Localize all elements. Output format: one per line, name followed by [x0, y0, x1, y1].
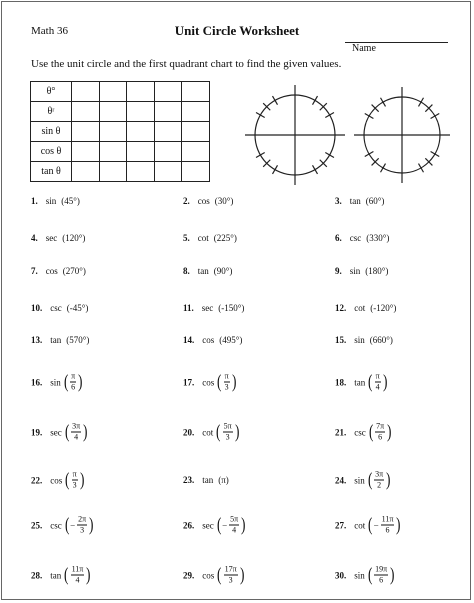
problem-item — [183, 196, 233, 206]
course-label: Math 36 — [31, 25, 68, 37]
angle-argument: (180°) — [365, 266, 389, 276]
trig-function: sin — [354, 475, 365, 485]
problem-number: 29. — [183, 570, 195, 580]
left-paren: ( — [367, 469, 373, 491]
chart-blank-cell[interactable] — [154, 102, 182, 122]
fraction-denominator: 3 — [224, 382, 229, 392]
trig-function: tan — [349, 196, 361, 206]
right-paren: ) — [239, 564, 245, 586]
problem-number: 25. — [31, 520, 43, 530]
left-paren: ( — [216, 421, 221, 443]
trig-function: cos — [202, 335, 215, 345]
left-paren: ( — [64, 564, 69, 586]
problem-number: 10. — [31, 303, 43, 313]
trig-function: sec — [202, 520, 214, 530]
problem-item — [31, 266, 86, 276]
right-paren: ) — [86, 564, 91, 586]
problem-number: 1. — [31, 196, 38, 206]
angle-argument: (45°) — [61, 196, 80, 206]
problem-item — [31, 233, 85, 243]
angle-fraction — [224, 566, 238, 585]
chart-blank-cell[interactable] — [182, 82, 210, 102]
problem-number: 19. — [31, 427, 43, 437]
right-paren: ) — [83, 421, 88, 443]
angle-tick — [273, 165, 278, 174]
trig-function: cos — [50, 475, 63, 485]
unit-circle-right — [354, 87, 450, 183]
fraction-numerator: 5π — [223, 421, 232, 431]
problem-item — [31, 516, 95, 535]
problem-number: 12. — [335, 303, 347, 313]
chart-blank-cell[interactable] — [99, 82, 127, 102]
problem-item — [335, 373, 388, 392]
fraction-numerator: π — [71, 371, 76, 381]
problem-number: 26. — [183, 520, 195, 530]
chart-blank-cell[interactable] — [154, 142, 182, 162]
problem-number: 4. — [31, 233, 38, 243]
chart-blank-cell[interactable] — [154, 122, 182, 142]
chart-blank-cell[interactable] — [72, 82, 100, 102]
trig-function: csc — [50, 520, 62, 530]
problem-number: 2. — [183, 196, 190, 206]
fraction-numerator: 2π — [78, 514, 87, 524]
fraction-denominator: 2 — [377, 480, 382, 490]
chart-blank-cell[interactable] — [182, 122, 210, 142]
left-paren: ( — [368, 514, 373, 536]
fraction-numerator: 11π — [71, 564, 84, 574]
problem-number: 8. — [183, 266, 190, 276]
angle-fraction — [375, 423, 385, 442]
problem-item — [183, 335, 242, 345]
fraction-denominator: 6 — [378, 432, 383, 442]
chart-row-label: cos θ — [31, 142, 72, 162]
angle-fraction — [223, 423, 233, 442]
trig-function: cot — [354, 303, 366, 313]
trig-function: cos — [202, 570, 215, 580]
angle-argument: (60°) — [365, 196, 385, 206]
problem-number: 22. — [31, 475, 43, 485]
unit-circle-left — [245, 85, 345, 185]
angle-tick — [431, 114, 440, 119]
fraction-denominator: 6 — [71, 382, 76, 392]
angle-tick — [256, 153, 265, 158]
trig-function: csc — [354, 427, 366, 437]
trig-function: sin — [45, 196, 57, 206]
problem-number: 17. — [183, 377, 195, 387]
fraction-numerator: π — [72, 469, 77, 479]
trig-function: cos — [202, 377, 215, 387]
angle-argument: (570°) — [66, 335, 90, 345]
problem-number: 30. — [335, 570, 347, 580]
negative-sign: − — [70, 520, 76, 530]
problem-number: 13. — [31, 335, 43, 345]
left-paren: ( — [217, 564, 222, 586]
fraction-numerator: 3π — [375, 469, 384, 479]
right-paren: ) — [382, 371, 388, 393]
chart-row-label: tan θ — [31, 162, 72, 182]
chart-row-label: sin θ — [31, 122, 72, 142]
fraction-numerator: π — [224, 371, 229, 381]
trig-function: cot — [197, 233, 209, 243]
angle-argument: (-120°) — [370, 303, 397, 313]
left-paren: ( — [367, 564, 373, 586]
fraction-numerator: 5π — [230, 514, 239, 524]
problem-number: 18. — [335, 377, 347, 387]
right-paren: ) — [386, 469, 391, 491]
problem-item — [183, 233, 237, 243]
problem-number: 14. — [183, 335, 195, 345]
right-paren: ) — [387, 421, 392, 443]
chart-blank-cell[interactable] — [127, 82, 155, 102]
unit-circle-diagrams — [243, 80, 458, 190]
left-paren: ( — [64, 421, 70, 443]
chart-row — [31, 102, 210, 122]
chart-blank-cell[interactable] — [127, 162, 155, 182]
chart-blank-cell[interactable] — [182, 102, 210, 122]
angle-fraction — [71, 423, 81, 442]
angle-tick — [256, 113, 265, 118]
trig-function: sin — [50, 377, 61, 387]
problem-item — [335, 566, 395, 585]
problem-item — [31, 373, 83, 392]
trig-function: tan — [50, 335, 62, 345]
problem-item — [183, 266, 232, 276]
fraction-denominator: 3 — [80, 525, 85, 535]
problem-item — [31, 566, 92, 585]
chart-blank-cell[interactable] — [99, 142, 127, 162]
first-quadrant-chart — [30, 81, 210, 182]
chart-blank-cell[interactable] — [72, 122, 100, 142]
fraction-denominator: 4 — [232, 525, 237, 535]
fraction-denominator: 3 — [228, 575, 233, 585]
chart-blank-cell[interactable] — [127, 122, 155, 142]
chart-blank-cell[interactable] — [154, 82, 182, 102]
problem-number: 15. — [335, 335, 347, 345]
angle-argument: (30°) — [214, 196, 234, 206]
problem-item — [183, 475, 229, 485]
chart-blank-cell[interactable] — [72, 162, 100, 182]
problem-item — [31, 471, 85, 490]
fraction-denominator: 4 — [375, 382, 380, 392]
left-paren: ( — [368, 371, 373, 393]
fraction-denominator: 6 — [385, 525, 390, 535]
angle-fraction — [229, 516, 239, 535]
angle-tick — [431, 152, 440, 157]
angle-fraction — [71, 566, 85, 585]
negative-sign: − — [222, 520, 228, 530]
problem-item — [335, 233, 389, 243]
left-paren: ( — [217, 371, 222, 393]
problem-number: 11. — [183, 303, 194, 313]
angle-argument: (660°) — [369, 335, 393, 345]
fraction-denominator: 6 — [379, 575, 384, 585]
trig-function: tan — [202, 475, 214, 485]
chart-row — [31, 122, 210, 142]
angle-fraction — [77, 516, 87, 535]
trig-function: cot — [202, 427, 214, 437]
trig-function: tan — [50, 570, 62, 580]
angle-fraction — [70, 373, 76, 392]
problem-number: 7. — [31, 266, 38, 276]
right-paren: ) — [79, 469, 85, 491]
problem-item — [335, 196, 384, 206]
angle-tick — [419, 98, 424, 107]
problem-item — [183, 516, 247, 535]
chart-blank-cell[interactable] — [72, 142, 100, 162]
problem-number: 24. — [335, 475, 347, 485]
left-paren: ( — [368, 421, 374, 443]
trig-function: sec — [201, 303, 214, 313]
fraction-numerator: 19π — [375, 564, 388, 574]
fraction-denominator: 3 — [72, 480, 77, 490]
instructions: Use the unit circle and the first quadrant chart to find the given values. — [31, 58, 342, 70]
trig-function: sec — [50, 427, 62, 437]
problem-number: 21. — [335, 427, 347, 437]
angle-argument: (225°) — [213, 233, 237, 243]
chart-blank-cell[interactable] — [99, 122, 127, 142]
angle-argument: (120°) — [62, 233, 86, 243]
right-paren: ) — [241, 514, 246, 536]
problem-item — [31, 196, 80, 206]
problem-number: 28. — [31, 570, 43, 580]
problem-number: 5. — [183, 233, 190, 243]
trig-function: sin — [354, 570, 365, 580]
problem-item — [183, 373, 237, 392]
problem-item — [335, 303, 396, 313]
fraction-denominator: 4 — [75, 575, 80, 585]
angle-fraction — [374, 471, 384, 490]
angle-tick — [365, 152, 374, 157]
problem-item — [31, 335, 89, 345]
fraction-numerator: π — [375, 371, 380, 381]
angle-tick — [381, 98, 386, 107]
left-paren: ( — [216, 514, 222, 536]
problem-number: 23. — [183, 475, 195, 485]
trig-function: cot — [354, 520, 366, 530]
chart-row-label: θʳ — [31, 102, 72, 122]
name-label: Name — [352, 43, 376, 54]
chart-blank-cell[interactable] — [182, 142, 210, 162]
angle-tick — [313, 165, 318, 174]
right-paren: ) — [89, 514, 94, 536]
right-paren: ) — [78, 371, 83, 393]
trig-function: cos — [197, 196, 210, 206]
right-paren: ) — [390, 564, 395, 586]
angle-tick — [381, 164, 386, 173]
chart-blank-cell[interactable] — [99, 162, 127, 182]
chart-blank-cell[interactable] — [99, 102, 127, 122]
right-paren: ) — [396, 514, 401, 536]
chart-blank-cell[interactable] — [72, 102, 100, 122]
trig-function: cos — [45, 266, 58, 276]
fraction-numerator: 17π — [224, 564, 237, 574]
problem-item — [183, 566, 245, 585]
angle-fraction — [224, 373, 230, 392]
problem-item — [31, 423, 88, 442]
problem-item — [335, 266, 388, 276]
angle-tick — [273, 96, 278, 105]
trig-function: csc — [50, 303, 62, 313]
problem-number: 9. — [335, 266, 342, 276]
trig-function: tan — [354, 377, 366, 387]
angle-argument: (π) — [218, 475, 229, 485]
angle-argument: (330°) — [366, 233, 390, 243]
fraction-denominator: 3 — [225, 432, 230, 442]
angle-fraction — [381, 516, 395, 535]
fraction-denominator: 4 — [74, 432, 79, 442]
right-paren: ) — [234, 421, 240, 443]
trig-function: csc — [349, 233, 362, 243]
problem-number: 3. — [335, 196, 342, 206]
worksheet-title: Unit Circle Worksheet — [174, 23, 300, 38]
trig-function: sec — [45, 233, 58, 243]
problem-item — [335, 516, 402, 535]
problem-item — [335, 471, 391, 490]
angle-tick — [325, 153, 334, 158]
angle-tick — [325, 113, 334, 118]
problem-number: 16. — [31, 377, 43, 387]
chart-row — [31, 162, 210, 182]
chart-blank-cell[interactable] — [154, 162, 182, 182]
fraction-numerator: 11π — [381, 514, 394, 524]
chart-row — [31, 82, 210, 102]
chart-blank-cell[interactable] — [182, 162, 210, 182]
problem-item — [335, 335, 393, 345]
chart-row — [31, 142, 210, 162]
problem-item — [335, 423, 392, 442]
fraction-numerator: 7π — [376, 421, 385, 431]
angle-fraction — [72, 471, 78, 490]
problem-item — [183, 423, 240, 442]
chart-blank-cell[interactable] — [127, 102, 155, 122]
negative-sign: − — [373, 520, 379, 530]
angle-argument: (-45°) — [66, 303, 89, 313]
angle-argument: (270°) — [62, 266, 86, 276]
angle-argument: (-150°) — [218, 303, 245, 313]
angle-tick — [313, 96, 318, 105]
angle-tick — [365, 114, 374, 119]
problem-item — [183, 303, 244, 313]
right-paren: ) — [231, 371, 237, 393]
problem-number: 20. — [183, 427, 195, 437]
trig-function: sin — [354, 335, 365, 345]
angle-argument: (90°) — [213, 266, 233, 276]
problem-number: 6. — [335, 233, 342, 243]
left-paren: ( — [64, 514, 70, 536]
angle-fraction — [374, 566, 388, 585]
problem-item — [31, 303, 88, 313]
problem-number: 27. — [335, 520, 347, 530]
chart-row-label: θ° — [31, 82, 72, 102]
fraction-numerator: 3π — [72, 421, 81, 431]
angle-fraction — [375, 373, 381, 392]
left-paren: ( — [63, 371, 69, 393]
angle-argument: (495°) — [219, 335, 243, 345]
chart-blank-cell[interactable] — [127, 142, 155, 162]
trig-function: tan — [197, 266, 209, 276]
angle-tick — [419, 164, 424, 173]
trig-function: sin — [349, 266, 361, 276]
left-paren: ( — [65, 469, 70, 491]
